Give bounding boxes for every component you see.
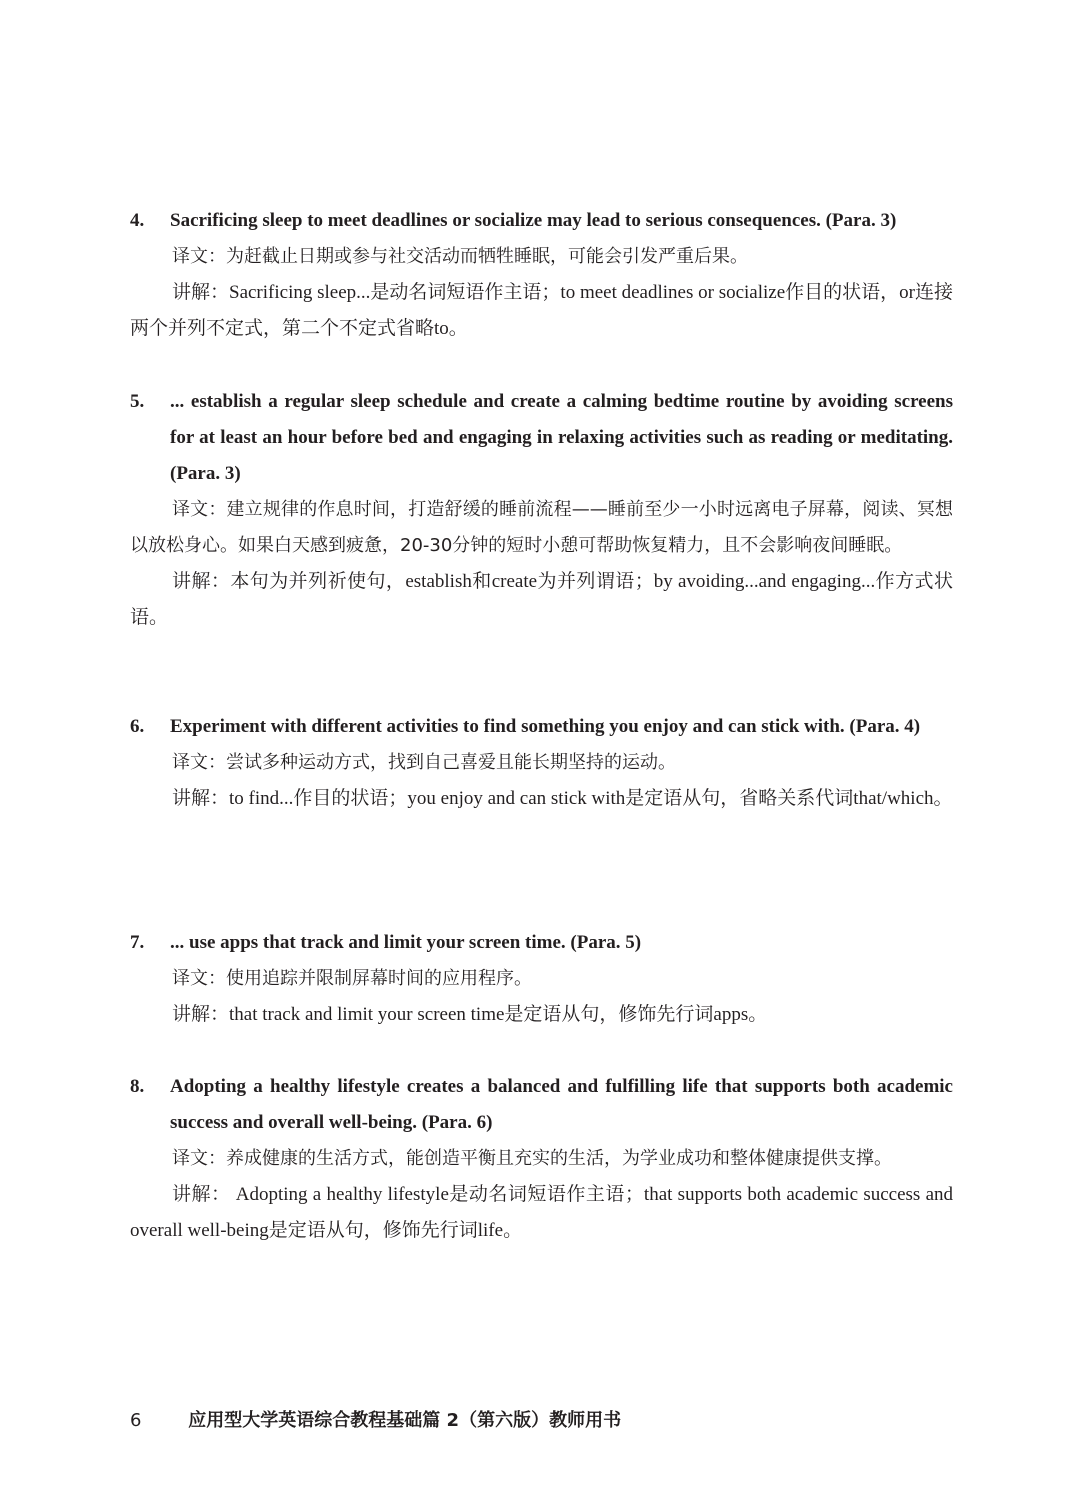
key-sentence (130, 709, 953, 745)
note-item-5 (130, 384, 953, 636)
translation-text: 译文：使用追踪并限制屏幕时间的应用程序。 (172, 968, 532, 989)
item-number: 6. (130, 716, 145, 737)
translation-text: 译文：尝试多种运动方式，找到自己喜爱且能长期坚持的运动。 (172, 752, 676, 773)
key-sentence (130, 1069, 953, 1141)
item-number: 7. (130, 932, 145, 953)
explanation-text: 讲解：Sacrificing sleep...是动名词短语作主语；to meet deadlines or socialize作目的状语，or连接两个并列不定式，第二个不定式省略to。 (130, 282, 953, 339)
sentence-text: Experiment with different activities to find something you enjoy and can stick with. (Para. 4) (170, 716, 921, 737)
item-number: 8. (130, 1076, 145, 1097)
key-sentence (130, 925, 953, 961)
translation-text: 译文：建立规律的作息时间，打造舒缓的睡前流程——睡前至少一小时远离电子屏幕，阅读、冥想以放松身心。如果白天感到疲惫，20-30分钟的短时小憩可帮助恢复精力，且不会影响夜间睡眠。 (130, 499, 953, 556)
sentence-text: Sacrificing sleep to meet deadlines or socialize may lead to serious consequences. (Para. 3) (170, 210, 897, 231)
note-item-6 (130, 709, 953, 817)
explanation-text: 讲解： Adopting a healthy lifestyle是动名词短语作主语；that supports both academic success and overall well-being是定语从句，修饰先行词life。 (130, 1184, 953, 1241)
item-number: 5. (130, 391, 145, 412)
note-item-7 (130, 925, 953, 1033)
sentence-text: Adopting a healthy lifestyle creates a balanced and fulfilling life that supports both academic success and overall well-being. (Para. 6) (170, 1076, 953, 1133)
sentence-text: ... establish a regular sleep schedule and create a calming bedtime routine by avoiding screens for at least an hour before bed and engaging in relaxing activities such as reading or meditating. (Para. 3) (170, 391, 953, 484)
translation-text: 译文：养成健康的生活方式，能创造平衡且充实的生活，为学业成功和整体健康提供支撑。 (172, 1148, 892, 1169)
translation-text: 译文：为赶截止日期或参与社交活动而牺牲睡眠，可能会引发严重后果。 (172, 246, 748, 267)
key-sentence (130, 203, 953, 239)
note-item-8 (130, 1069, 953, 1249)
page-footer (130, 1406, 621, 1432)
item-number: 4. (130, 210, 145, 231)
page-number: 6 (130, 1410, 142, 1431)
explanation-text: 讲解：that track and limit your screen time是定语从句，修饰先行词apps。 (172, 1004, 768, 1025)
key-sentence (130, 384, 953, 492)
sentence-text: ... use apps that track and limit your screen time. (Para. 5) (170, 932, 642, 953)
book-title: 应用型大学英语综合教程基础篇 2（第六版）教师用书 (188, 1410, 622, 1431)
explanation-text: 讲解：to find...作目的状语；you enjoy and can stick with是定语从句，省略关系代词that/which。 (172, 788, 953, 809)
note-item-4 (130, 203, 953, 347)
explanation-text: 讲解：本句为并列祈使句，establish和create为并列谓语；by avoiding...and engaging...作方式状语。 (130, 571, 953, 628)
